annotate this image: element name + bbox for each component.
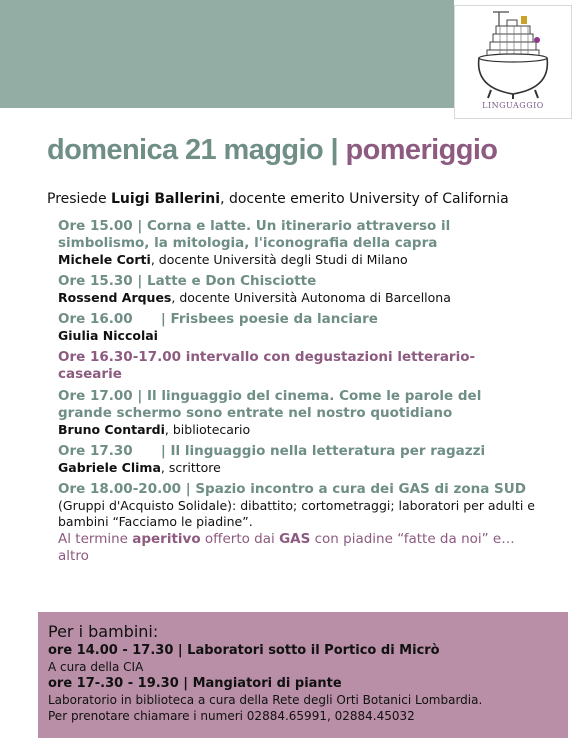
program-speaker-line [58, 328, 538, 344]
program-list [58, 218, 538, 565]
program-speaker-line [58, 290, 538, 306]
kids-heading: Per i bambini: [48, 622, 159, 641]
program-speaker-line [58, 460, 538, 476]
logo-text: LINGUAGGIO [482, 101, 544, 110]
program-title: Ore 15.30 | Latte e Don Chisciotte [58, 273, 317, 289]
kids-item-title: ore 14.00 - 17.30 | Laboratori sotto il Portico di Micrò [48, 643, 440, 658]
logo [454, 5, 572, 119]
kids-item-line: A cura della CIA [48, 660, 144, 674]
program-title: Ore 16.00 | Frisbees poesie da lanciare [58, 311, 378, 327]
preside-prefix: Presiede [47, 191, 112, 207]
program-title: Ore 15.00 | Corna e latte. Un itinerario attraverso il simbolismo, la mitologia, l'iconografia della capra [58, 218, 451, 251]
aperitivo-bold: aperitivo [132, 531, 201, 547]
program-item [58, 273, 538, 306]
program-title: Ore 17.30 | Il linguaggio nella letteratura per ragazzi [58, 443, 486, 459]
program-item [58, 388, 538, 438]
speaker-role: , docente Università Autonoma di Barcellona [171, 290, 451, 305]
page-title [47, 134, 497, 167]
program-title: Ore 17.00 | Il linguaggio del cinema. Come le parole del grande schermo sono entrate nel nostro quotidiano [58, 388, 482, 421]
speaker-name: Gabriele Clima [58, 460, 161, 475]
aperitivo-note [58, 531, 538, 565]
speaker-role: , scrittore [160, 460, 221, 475]
kids-item-line: Per prenotare chiamare i numeri 02884.65991, 02884.45032 [48, 709, 415, 723]
preside-line [47, 191, 509, 207]
title-day: domenica 21 maggio [47, 134, 324, 166]
speaker-name: Giulia Niccolai [58, 328, 158, 343]
speaker-name: Bruno Contardi [58, 422, 165, 437]
kids-box [38, 612, 568, 738]
kids-item-line: Laboratorio in biblioteca a cura della Rete degli Orti Botanici Lombardia. [48, 693, 483, 707]
aperitivo-text: offerto dai [200, 531, 280, 547]
title-part: pomeriggio [345, 134, 498, 166]
program-item [58, 311, 538, 344]
program-title: Ore 16.30-17.00 intervallo con degustazioni letterario-casearie [58, 349, 476, 382]
title-separator: | [323, 134, 346, 166]
aperitivo-text: Al termine [58, 531, 133, 547]
program-item [58, 349, 538, 383]
program-title: Ore 18.00-20.00 | Spazio incontro a cura dei GAS di zona SUD [58, 481, 526, 497]
speaker-role: , bibliotecario [164, 422, 251, 437]
kids-item-title: ore 17-.30 - 19.30 | Mangiatori di piante [48, 676, 342, 691]
preside-name: Luigi Ballerini [111, 191, 221, 207]
program-item [58, 481, 538, 530]
program-description: (Gruppi d'Acquisto Solidale): dibattito; cortometraggi; laboratori per adulti e bambini “Facciamo le piadine”. [58, 498, 535, 529]
speaker-role: , docente Università degli Studi di Milano [150, 252, 408, 267]
speaker-name: Michele Corti [58, 252, 151, 267]
header-banner [0, 0, 454, 108]
speaker-name: Rossend Arques [58, 290, 172, 305]
program-speaker-line [58, 422, 538, 438]
program-item [58, 218, 538, 268]
preside-role: , docente emerito University of California [220, 191, 509, 207]
aperitivo-text: con piadine “fatte da noi” e… altro [58, 531, 515, 564]
program-speaker-line [58, 252, 538, 268]
gas-bold: GAS [279, 531, 311, 547]
program-item [58, 443, 538, 476]
